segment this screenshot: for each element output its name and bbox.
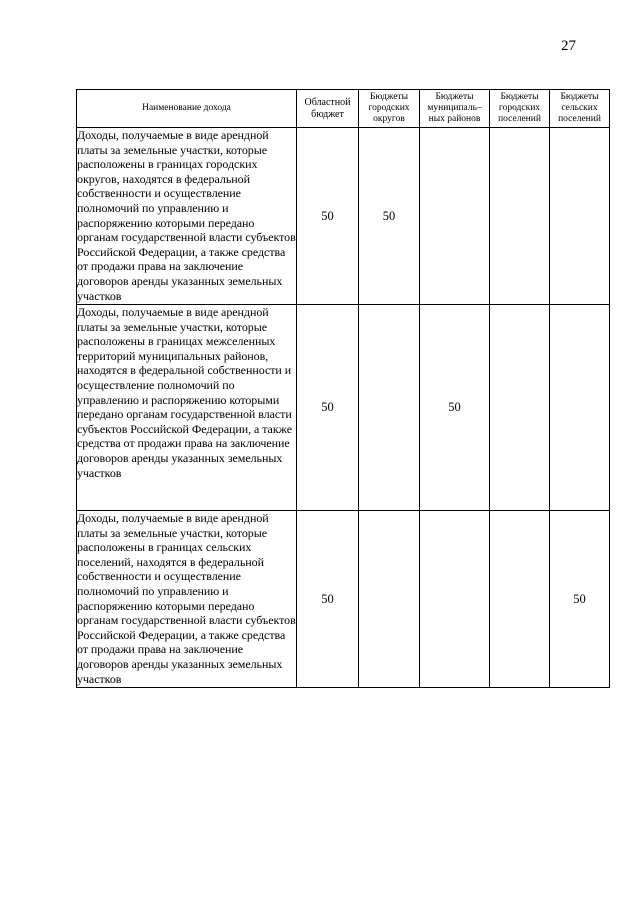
city-okrug-share [359, 305, 420, 511]
income-description: Доходы, получаемые в виде арендной платы за земельные участки, которые расположены в границах сельских поселений, находятся в федеральной собственности и осуществление полномочий по управлению и распоряжению которыми передано органам государственной власти субъектов Российской Федерации, а также средства от продажи права на заключение договоров аренды указанных земельных участков [77, 511, 296, 686]
income-description: Доходы, получаемые в виде арендной платы за земельные участки, которые расположены в границах межселенных территорий муниципальных районов, находятся в федеральной собственности и осуществление полномочий по управлению и распоряжению которыми передано органам государственной власти субъектов Российской Федерации, а также средства от продажи права на заключение договоров аренды указанных земельных участков [77, 305, 297, 511]
rural-settlement-share: 50 [550, 511, 610, 688]
municipal-share [420, 128, 490, 305]
city-settlement-share [490, 305, 550, 511]
rural-settlement-share [550, 128, 610, 305]
city-okrug-share: 50 [359, 128, 420, 305]
header-rural-settlement-budgets: Бюджеты сельских поселений [550, 90, 610, 128]
header-municipal-district-budgets: Бюджеты муниципаль–ных районов [420, 90, 490, 128]
table-row [77, 128, 610, 305]
oblast-share: 50 [297, 305, 359, 511]
page-number: 27 [561, 38, 576, 54]
city-settlement-share [490, 128, 550, 305]
revenue-distribution-table [76, 89, 610, 688]
income-description: Доходы, получаемые в виде арендной платы за земельные участки, которые расположены в границах городских округов, находятся в федеральной собственности и осуществление полномочий по управлению и распоряжению которыми передано органам государственной власти субъектов Российской Федерации, а также средства от продажи права на заключение договоров аренды указанных земельных участков [77, 128, 296, 303]
header-oblast-budget: Областной бюджет [297, 90, 359, 128]
municipal-share [420, 511, 490, 688]
header-city-settlement-budgets: Бюджеты городских поселений [490, 90, 550, 128]
rural-settlement-share [550, 305, 610, 511]
city-settlement-share [490, 511, 550, 688]
header-income-name: Наименование дохода [77, 90, 297, 128]
municipal-share: 50 [420, 305, 490, 511]
table-row [77, 511, 610, 688]
city-okrug-share [359, 511, 420, 688]
oblast-share: 50 [297, 511, 359, 688]
table-row [77, 305, 610, 511]
table-header-row [77, 90, 610, 128]
header-city-okrug-budgets: Бюджеты городских округов [359, 90, 420, 128]
oblast-share: 50 [297, 128, 359, 305]
